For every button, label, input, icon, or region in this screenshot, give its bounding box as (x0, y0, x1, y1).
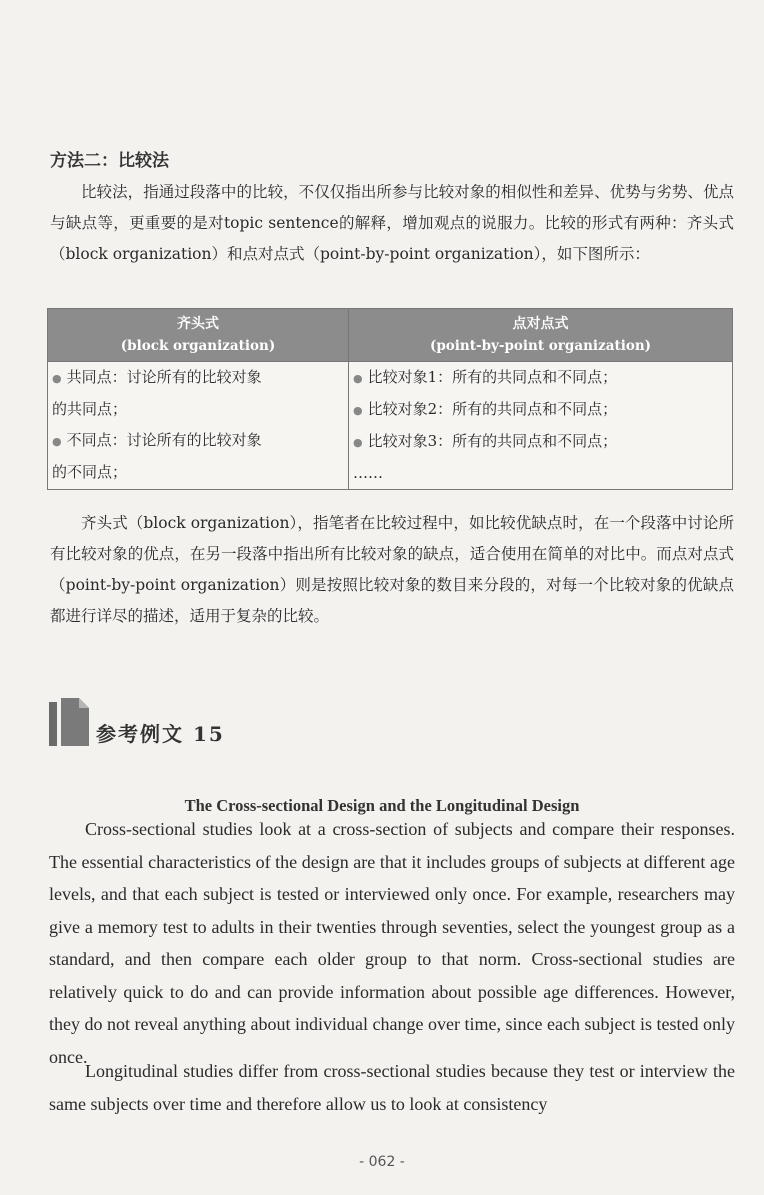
header-point-zh: 点对点式 (512, 316, 569, 332)
point-item-2: 比较对象2：所有的共同点和不同点； (367, 400, 618, 418)
intro-paragraph: 比较法，指通过段落中的比较，不仅仅指出所参与比较对象的相似性和差异、优势与劣势、优点与缺点等，更重要的是对topic sentence的解释，增加观点的说服力。比较的形式有两种：齐头式（block organization）和点对点式（point-by-point organization），如下图所示： (50, 183, 734, 263)
section-label: 参考例文 15 (96, 722, 225, 746)
block-cell (48, 362, 349, 490)
article-title: The Cross-sectional Design and the Longitudinal Design (184, 796, 580, 815)
block-item-2-line2: 的不同点； (52, 463, 128, 481)
bullet-icon: ● (353, 436, 363, 449)
explain-paragraph: 齐头式（block organization），指笔者在比较过程中，如比较优缺点时，在一个段落中讨论所有比较对象的优点，在另一段落中指出所有比较对象的缺点，适合使用在简单的对比中。而点对点式（point-by-point organization）则是按照比较对象的数目来分段的，对每一个比较对象的优缺点都进行详尽的描述，适用于复杂的比较。 (50, 514, 734, 625)
point-item-3: 比较对象3：所有的共同点和不同点； (367, 432, 618, 450)
block-item-1-line1: 共同点：讨论所有的比较对象 (66, 368, 262, 386)
point-ellipsis: …… (353, 464, 383, 482)
comparison-table (47, 308, 733, 490)
bullet-icon: ● (52, 372, 62, 385)
bullet-icon: ● (52, 435, 62, 448)
block-item-2-line1: 不同点：讨论所有的比较对象 (66, 431, 262, 449)
page-number: - 062 - (359, 1154, 405, 1170)
header-block-en: (block organization) (120, 338, 276, 354)
document-icon (49, 698, 89, 746)
table-header-block (48, 309, 349, 362)
header-point-en: (point-by-point organization) (429, 338, 652, 354)
article-paragraph-2: Longitudinal studies differ from cross-sectional studies because they test or interview the same subjects over time and therefore allow us to look at consistency (49, 1061, 735, 1114)
bullet-icon: ● (353, 372, 363, 385)
point-cell (349, 362, 733, 490)
bullet-icon: ● (353, 404, 363, 417)
header-block-zh: 齐头式 (177, 316, 219, 332)
method-heading: 方法二：比较法 (50, 151, 169, 171)
point-item-1: 比较对象1：所有的共同点和不同点； (367, 368, 618, 386)
article-paragraph-1: Cross-sectional studies look at a cross-section of subjects and compare their responses. The essential characteristics of the design are that it includes groups of subjects at different age levels, and that each subject is tested or interviewed only once. For example, researchers may give a memory test to adults in their twenties through seventies, select the youngest group as a standard, and then compare each older group to that norm. Cross-sectional studies are relatively quick to do and can provide information about possible age differences. However, they do not reveal anything about individual change over time, since each subject is tested only once. (49, 819, 735, 1067)
block-item-1-line2: 的共同点； (52, 400, 128, 418)
table-header-point (349, 309, 733, 362)
